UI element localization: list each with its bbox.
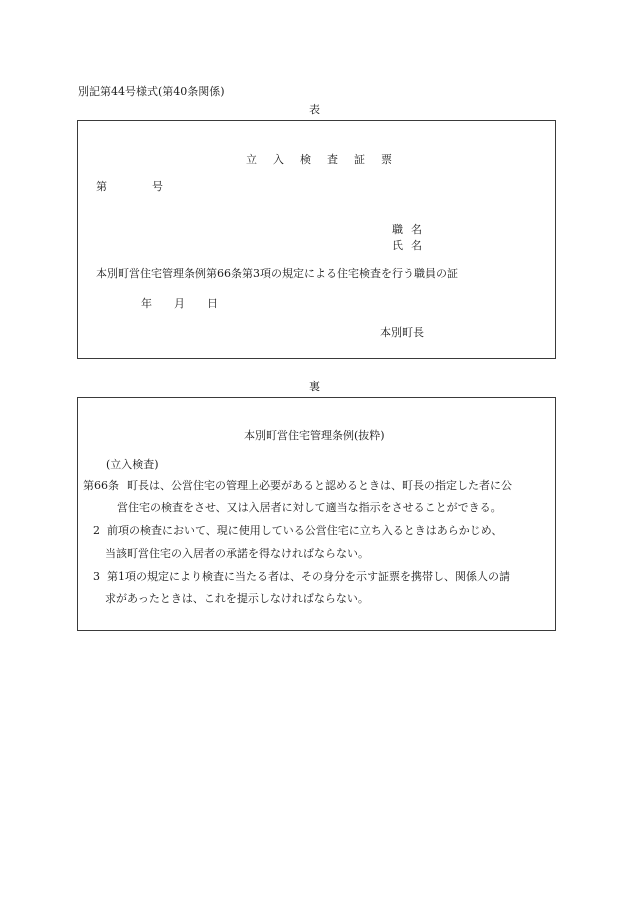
- back-side-label: 裏: [309, 380, 320, 393]
- paragraph-2-line-1: 前項の検査において、現に使用している公営住宅に立ち入るときはあらかじめ、: [107, 524, 503, 537]
- form-reference: 別記第44号様式(第40条関係): [78, 85, 225, 98]
- number-prefix: 第: [96, 180, 107, 193]
- name-label: 氏名: [392, 239, 430, 252]
- job-title-label: 職名: [392, 223, 430, 236]
- paragraph-2-line-2: 当該町営住宅の入居者の承諾を得なければならない。: [105, 547, 369, 560]
- date-day: 日: [207, 297, 218, 310]
- article-number: 第66条: [83, 479, 119, 492]
- number-suffix: 号: [152, 180, 163, 193]
- paragraph-3-line-1: 第1項の規定により検査に当たる者は、その身分を示す証票を携帯し、関係人の請: [107, 570, 510, 583]
- article-line-2: 営住宅の検査をさせ、又は入居者に対して適当な指示をさせることができる。: [117, 501, 502, 514]
- date-month: 月: [174, 297, 185, 310]
- paragraph-3-line-2: 求があったときは、これを提示しなければならない。: [105, 592, 369, 605]
- front-title: 立入検査証票: [246, 153, 408, 166]
- front-side-label: 表: [309, 103, 320, 116]
- date-year: 年: [141, 297, 152, 310]
- paragraph-3-number: 3: [93, 570, 100, 583]
- certificate-statement: 本別町営住宅管理条例第66条第3項の規定による住宅検査を行う職員の証: [96, 267, 458, 280]
- article-caption: (立入検査): [106, 458, 159, 471]
- issuer: 本別町長: [380, 326, 424, 339]
- paragraph-2-number: 2: [93, 524, 100, 537]
- article-line-1: 町長は、公営住宅の管理上必要があると認めるときは、町長の指定した者に公: [127, 479, 512, 492]
- back-title: 本別町営住宅管理条例(抜粋): [244, 429, 385, 442]
